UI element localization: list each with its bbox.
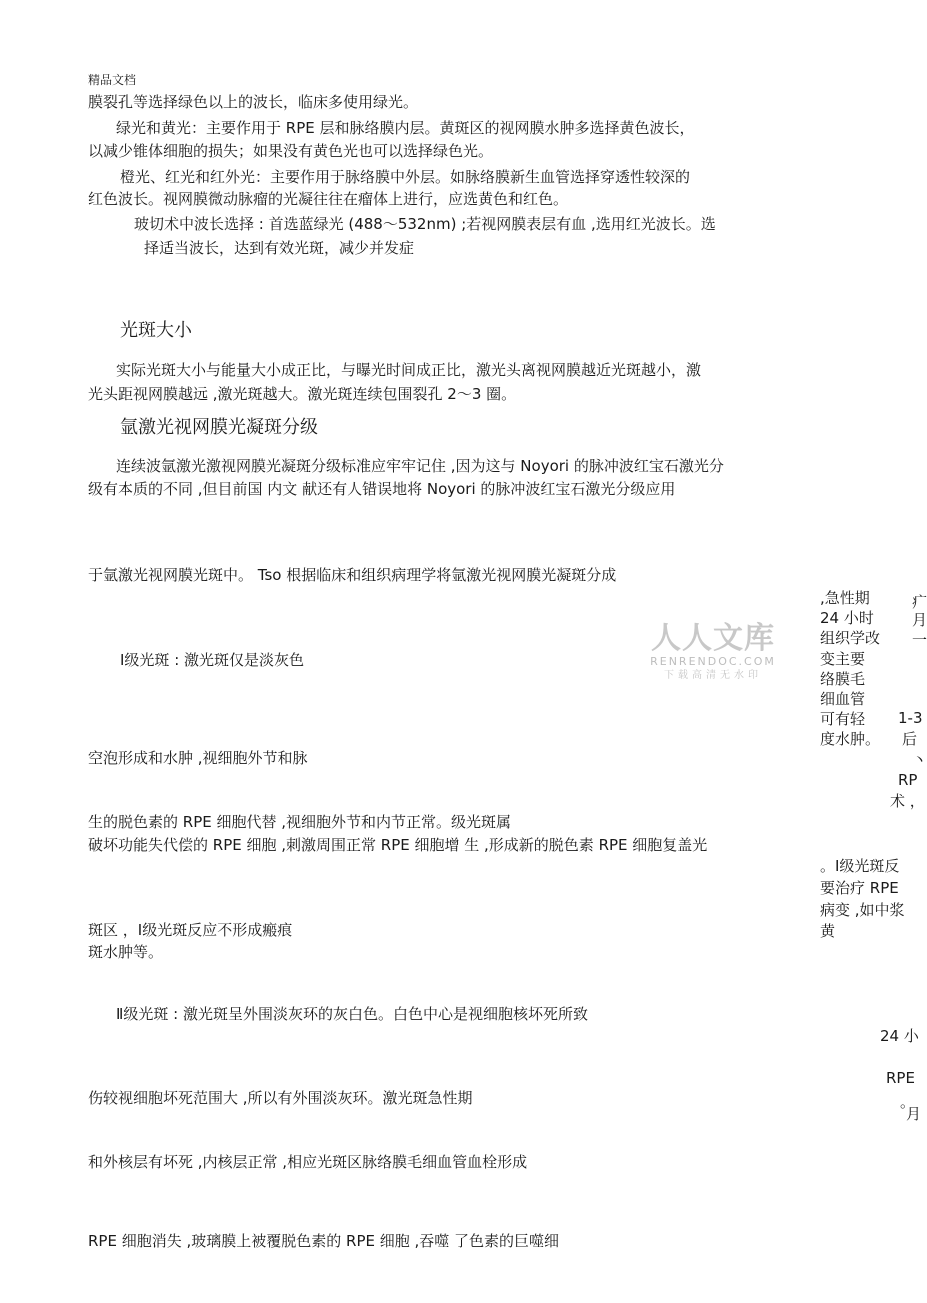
body-line: Ⅱ级光斑 : 激光斑呈外围淡灰环的灰白色。白色中心是视细胞核坏死所致 — [116, 1005, 588, 1023]
right-edge-fragment: 月 — [912, 611, 927, 629]
body-line: 斑区 ，Ⅰ级光斑反应不形成瘢痕 — [88, 921, 293, 939]
body-line: 斑水肿等。 — [88, 943, 164, 961]
right-edge-fragment: 丶 — [912, 751, 927, 769]
body-line: 光头距视网膜越远 ,激光斑越大。激光斑连续包围裂孔 2～3 圈。 — [88, 385, 517, 403]
right-column-fragment: 细血管 — [820, 690, 866, 708]
right-column-fragment: 变主要 — [820, 650, 866, 668]
body-line: 择适当波长，达到有效光斑，减少并发症 — [144, 239, 415, 257]
right-column-fragment: 病变 ,如中浆 — [820, 901, 905, 919]
section-heading: 氩激光视网膜光凝斑分级 — [120, 417, 318, 438]
right-column-fragment: 组织学改 — [820, 629, 881, 647]
right-column-fragment: 要治疗 RPE — [820, 879, 899, 897]
right-edge-fragment: 1-3 — [898, 709, 923, 727]
right-column-fragment: 可有轻 — [820, 710, 866, 728]
body-line: 玻切术中波长选择 : 首选蓝绿光 (488～532nm) ;若视网膜表层有血 ,选用红光波长。选 — [134, 215, 716, 233]
right-column-fragment: 24 小时 — [820, 609, 874, 627]
body-line: 连续波氩激光激视网膜光凝斑分级标准应牢牢记住 ,因为这与 Noyori 的脉冲波红宝石激光分 — [116, 457, 724, 475]
right-edge-fragment: 疒 — [912, 593, 927, 611]
right-column-fragment: 络膜毛 — [820, 670, 866, 688]
body-line: 伤较视细胞坏死范围大 ,所以有外围淡灰环。激光斑急性期 — [88, 1089, 473, 1107]
right-column-fragment: 。Ⅰ级光斑反 — [820, 857, 900, 875]
body-line: 以减少锥体细胞的损失；如果没有黄色光也可以选择绿色光。 — [88, 142, 494, 160]
body-line: 膜裂孔等选择绿色以上的波长，临床多使用绿光。 — [88, 93, 419, 111]
body-line: 破坏功能失代偿的 RPE 细胞 ,刺激周围正常 RPE 细胞增 生 ,形成新的脱色素 RPE 细胞复盖光 — [88, 836, 708, 854]
right-edge-fragment: 后 — [902, 730, 918, 748]
body-line: 绿光和黄光：主要作用于 RPE 层和脉络膜内层。黄斑区的视网膜水肿多选择黄色波长， — [116, 119, 695, 137]
watermark-title: 人人文库 — [651, 621, 775, 656]
right-edge-fragment: 一 — [912, 631, 927, 649]
right-edge-fragment: RPE — [886, 1069, 915, 1087]
body-line: 级有本质的不同 ,但目前国 内文 献还有人错误地将 Noyori 的脉冲波红宝石激光分级应用 — [88, 480, 676, 498]
watermark-domain: RENRENDOC.COM — [650, 655, 776, 668]
watermark-logo — [648, 622, 778, 686]
page-header: 精品文档 — [88, 73, 137, 87]
watermark-slogan: 下载高清无水印 — [664, 670, 762, 681]
right-column-fragment: 度水肿。 — [820, 730, 881, 748]
body-line: 空泡形成和水肿 ,视细胞外节和脉 — [88, 749, 308, 767]
body-line: 实际光斑大小与能量大小成正比，与曝光时间成正比，激光头离视网膜越近光斑越小，激 — [116, 361, 702, 379]
body-line: 橙光、红光和红外光：主要作用于脉络膜中外层。如脉络膜新生血管选择穿透性较深的 — [120, 168, 691, 186]
body-line: 生的脱色素的 RPE 细胞代替 ,视细胞外节和内节正常。级光斑属 — [88, 813, 512, 831]
section-heading: 光斑大小 — [120, 320, 192, 341]
body-line: 于氩激光视网膜光斑中。 Tso 根据临床和组织病理学将氩激光视网膜光凝斑分成 — [88, 566, 617, 584]
right-edge-fragment: 术 ， — [890, 792, 925, 810]
body-line: 和外核层有坏死 ,内核层正常 ,相应光斑区脉络膜毛细血管血栓形成 — [88, 1153, 528, 1171]
right-edge-fragment: RP — [898, 771, 918, 789]
body-line: 红色波长。视网膜微动脉瘤的光凝往往在瘤体上进行，应选黄色和红色。 — [88, 190, 569, 208]
body-line: Ⅰ级光斑 : 激光斑仅是淡灰色 — [120, 651, 305, 669]
right-column-fragment: 黄 — [820, 922, 836, 940]
right-edge-fragment: 月 — [906, 1105, 922, 1123]
right-column-fragment: ,急性期 — [820, 589, 870, 607]
right-edge-fragment: 。 — [900, 1093, 916, 1111]
right-edge-fragment: 24 小 — [880, 1027, 919, 1045]
body-line: RPE 细胞消失 ,玻璃膜上被覆脱色素的 RPE 细胞 ,吞噬 了色素的巨噬细 — [88, 1232, 560, 1250]
